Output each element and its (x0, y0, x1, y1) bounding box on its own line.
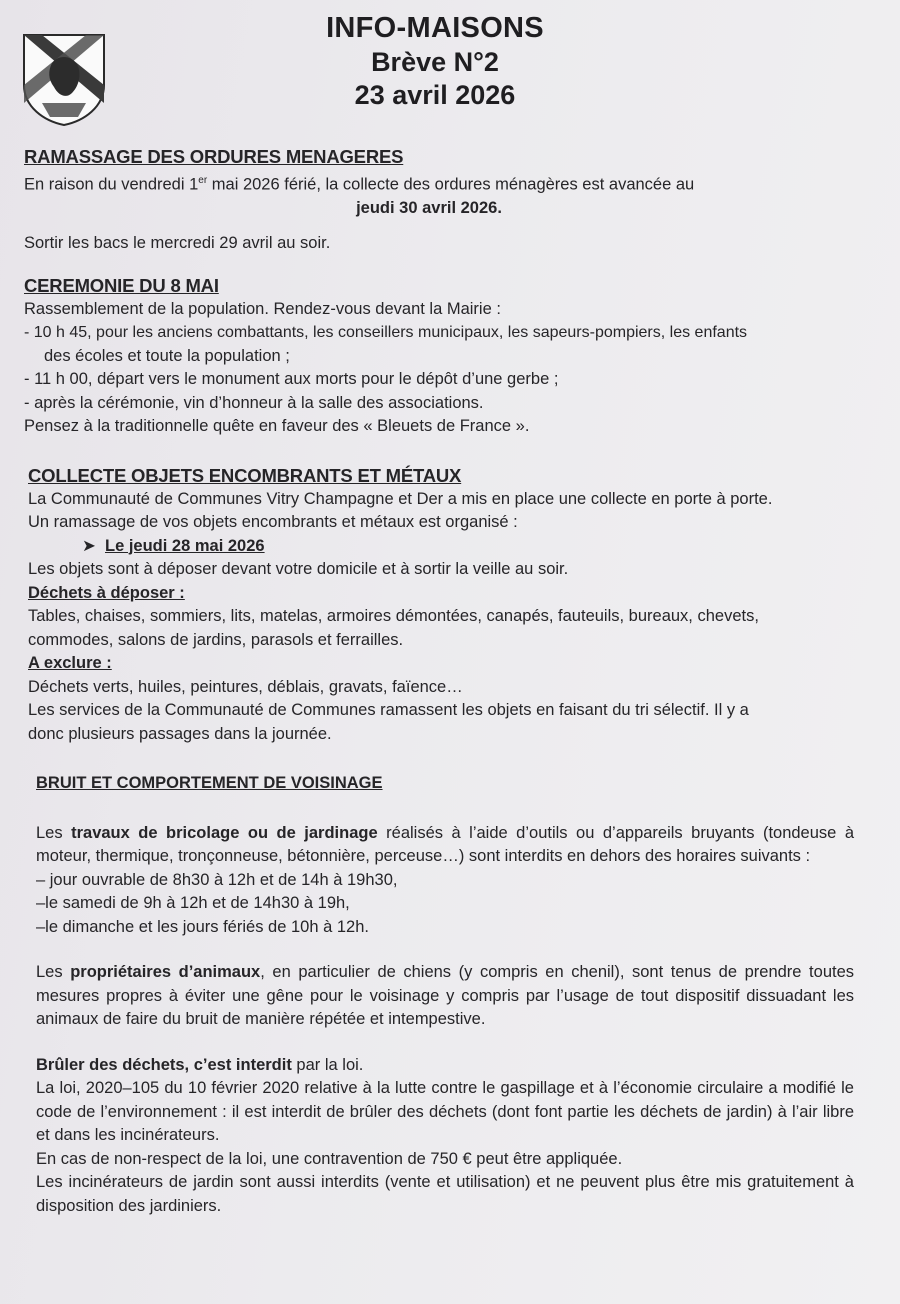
section-title: CEREMONIE DU 8 MAI (24, 275, 219, 296)
list-item: - 10 h 45, pour les anciens combattants, les conseillers municipaux, les sapeurs-pompiers, les enfants (24, 324, 748, 341)
issue-date: 23 avril 2026 (354, 80, 516, 110)
paragraph: Un ramassage de vos objets encombrants et métaux est organisé : (28, 513, 518, 531)
newsletter-title: INFO-MAISONS (326, 12, 544, 44)
paragraph: La loi, 2020–105 du 10 février 2020 relative à la lutte contre le gaspillage et à l’économie circulaire a modifié le code de l’environnement : il est interdit de brûler des déchets (dont font partie les déchets de jardin) à l’air libre et dans les incinérateurs. (36, 1079, 854, 1144)
list-item: - 11 h 00, départ vers le monument aux morts pour le dépôt d’une gerbe ; (24, 370, 559, 388)
paragraph: Les travaux de bricolage ou de jardinage réalisés à l’aide d’outils ou d’appareils bruyants (tondeuse à moteur, thermique, tronçonneuse, bétonnière, perceuse…) sont interdits en dehors des horaires suivants : (36, 823, 855, 865)
section-title: RAMASSAGE DES ORDURES MENAGERES (24, 146, 404, 167)
section-bulky-items (28, 464, 838, 746)
paragraph: Sortir les bacs le mercredi 29 avril au soir. (24, 234, 331, 252)
hours-item: –le dimanche et les jours fériés de 10h à 12h. (36, 917, 369, 936)
section-noise (36, 772, 854, 1218)
paragraph: donc plusieurs passages dans la journée. (28, 724, 332, 743)
arrowhead-bullet-icon: ➤ (82, 536, 105, 555)
subheading: Déchets à déposer : (28, 583, 185, 602)
paragraph: Rassemblement de la population. Rendez-vous devant la Mairie : (24, 299, 501, 318)
paragraph: Les objets sont à déposer devant votre domicile et à sortir la veille au soir. (28, 560, 569, 578)
issue-number: Brève N°2 (371, 47, 499, 77)
section-waste-collection (24, 145, 834, 256)
section-title: COLLECTE OBJETS ENCOMBRANTS ET MÉTAUX (28, 465, 462, 486)
bullet-date: ➤ Le jeudi 28 mai 2026 (82, 536, 265, 555)
subheading: A exclure : (28, 654, 112, 672)
paragraph: Les services de la Communauté de Communes ramassent les objets en faisant du tri sélectif. Il y a (28, 701, 749, 719)
hours-item: – jour ouvrable de 8h30 à 12h et de 14h à 19h30, (36, 870, 398, 889)
paragraph: Brûler des déchets, c’est interdit par la loi. (36, 1055, 364, 1074)
paragraph: Pensez à la traditionnelle quête en faveur des « Bleuets de France ». (24, 417, 530, 435)
paragraph: En cas de non-respect de la loi, une contravention de 750 € peut être appliquée. (36, 1149, 623, 1168)
section-title: BRUIT ET COMPORTEMENT DE VOISINAGE (36, 774, 383, 792)
section-ceremony (24, 274, 834, 439)
list-item: - après la cérémonie, vin d’honneur à la salle des associations. (24, 393, 484, 412)
highlight-date: jeudi 30 avril 2026. (356, 198, 502, 217)
paragraph: Les incinérateurs de jardin sont aussi interdits (vente et utilisation) et ne peuvent plus être mis gratuitement à disposition des jardiniers. (36, 1173, 854, 1215)
paragraph: Tables, chaises, sommiers, lits, matelas, armoires démontées, canapés, fauteuils, bureaux, chevets, (28, 607, 759, 625)
list-item-continued: des écoles et toute la population ; (44, 346, 290, 365)
paragraph: Déchets verts, huiles, peintures, déblais, gravats, faïence… (28, 677, 463, 696)
paragraph: Les propriétaires d’animaux, en particulier de chiens (y compris en chenil), sont tenus de prendre toutes mesures propres à éviter une gêne pour le voisinage y compris par l’usage de tout dispositif dissuadant les animaux de faire du bruit de manière répétée et intempestive. (36, 963, 855, 1028)
paragraph: commodes, salons de jardins, parasols et ferrailles. (28, 630, 404, 649)
paragraph: La Communauté de Communes Vitry Champagne et Der a mis en place une collecte en porte à porte. (28, 489, 773, 508)
hours-item: –le samedi de 9h à 12h et de 14h30 à 19h, (36, 894, 350, 912)
paragraph: En raison du vendredi 1er mai 2026 férié, la collecte des ordures ménagères est avancée au (24, 174, 695, 193)
